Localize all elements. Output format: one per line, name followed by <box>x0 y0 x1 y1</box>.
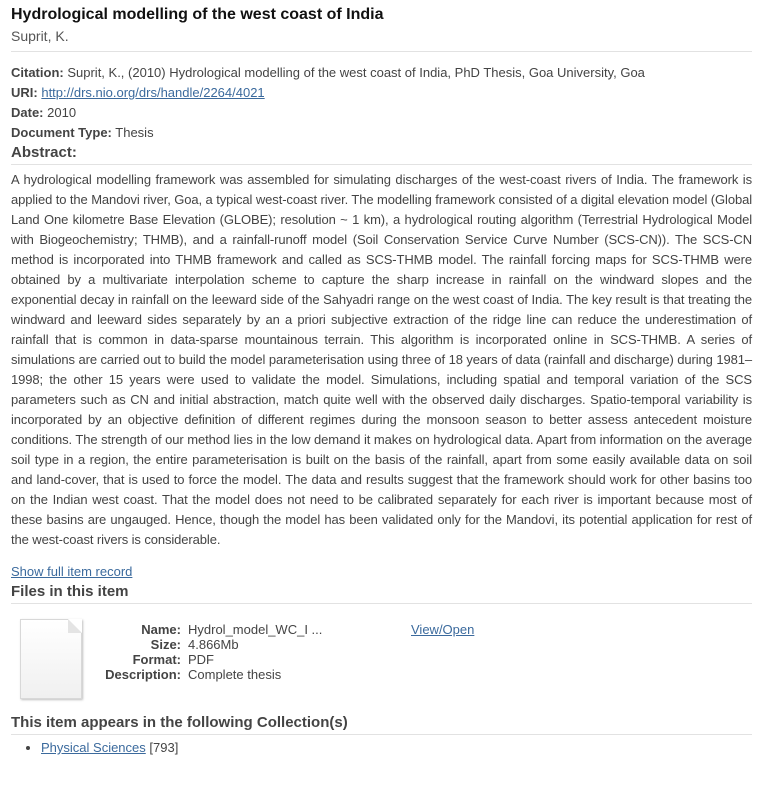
full-record-row <box>11 562 752 582</box>
file-name-row <box>91 622 322 637</box>
doctype-row <box>11 123 752 143</box>
doctype-value: Thesis <box>115 125 154 140</box>
file-size-row <box>91 637 322 652</box>
file-format-row <box>91 652 322 667</box>
file-description-value: Complete thesis <box>188 667 282 682</box>
item-view <box>11 0 752 758</box>
file-name-value: Hydrol_model_WC_I ... <box>188 622 323 637</box>
file-size-label: Size: <box>150 637 181 652</box>
date-label: Date: <box>11 105 44 120</box>
file-description-row <box>91 667 322 682</box>
uri-row <box>11 83 752 103</box>
uri-label: URI: <box>11 85 38 100</box>
metadata-list <box>11 63 752 143</box>
collection-link[interactable]: Physical Sciences <box>41 740 146 755</box>
collection-count: [793] <box>149 740 179 755</box>
view-open-link[interactable]: View/Open <box>411 622 475 637</box>
page-title: Hydrological modelling of the west coast of India <box>11 6 384 23</box>
abstract-heading: Abstract: <box>11 144 77 161</box>
divider <box>11 164 752 165</box>
collections-heading: This item appears in the following Collection(s) <box>11 714 348 731</box>
file-metadata <box>91 622 322 682</box>
divider <box>11 51 752 52</box>
file-item <box>11 613 752 713</box>
list-item <box>41 738 752 758</box>
item-author: Suprit, K. <box>11 28 69 44</box>
file-format-label: Format: <box>132 652 181 667</box>
file-description-label: Description: <box>105 667 181 682</box>
divider <box>11 603 752 604</box>
document-icon[interactable] <box>20 619 82 699</box>
citation-value: Suprit, K., (2010) Hydrological modelling of the west coast of India, PhD Thesis, Goa University, Goa <box>67 65 645 80</box>
uri-link[interactable]: http://drs.nio.org/drs/handle/2264/4021 <box>41 85 265 100</box>
divider <box>11 734 752 735</box>
citation-row <box>11 63 752 83</box>
citation-label: Citation: <box>11 65 64 80</box>
abstract-text: A hydrological modelling framework was assembled for simulating discharges of the west-coast rivers of India. The framework is applied to the Mandovi river, Goa, a typical west-coast river. The modelling framework consisted of a digital elevation model (Global Land One kilometre Base Elevation (GLOBE); resolution ~ 1 km), a hydrological routing algorithm (Terrestrial Hydrological Model with Biogeochemistry; THMB), and a rainfall-runoff model (Soil Conservation Service Curve Number (SCS-CN)). The SCS-CN method is incorporated into THMB framework and called as SCS-THMB model. The rainfall forcing maps for SCS-THMB were obtained by a multivariate interpolation scheme to capture the sharp increase in rainfall on the windward slopes and the exponential decay in rainfall on the leeward side of the Sahyadri range on the west coast of India. The key result is that treating the windward and leeward sides separately by an a priori subjective extraction of the ridge line can reduce the underestimation of rainfall that is common in data-sparse mountainous terrain. This algorithm is incorporated online in SCS-THMB. A series of simulations are carried out to build the model parameterisation using three of 18 years of data (rainfall and discharge) during 1981–1998; the other 15 years were used to validate the model. Simulations, including spatial and temporal variation of the SCS parameters such as CN and initial abstraction, match quite well with the observed daily discharges. Spatio-temporal variability is incorporated by an objective definition of different regimes during the monsoon season to better assess antecedent moisture conditions. The strength of our method lies in the low demand it makes on hydrological data. Apart from information on the average soil type in a region, the entire parameterisation is built on the basis of the rainfall, apart from some easily available data on soil and land-cover, that is used to force the model. The data and results suggest that the framework should work for other basins too on the Indian west coast. That the model does not need to be calibrated separately for each river is important because most of these basins are ungauged. Hence, though the model has been validated only for the Mandovi, its potential application for rest of the west-coast rivers is considerable. <box>11 172 752 547</box>
date-row <box>11 103 752 123</box>
collections-list <box>11 738 752 758</box>
date-value: 2010 <box>47 105 77 120</box>
show-full-record-link[interactable]: Show full item record <box>11 564 133 579</box>
file-size-value: 4.866Mb <box>188 637 239 652</box>
doctype-label: Document Type: <box>11 125 112 140</box>
file-format-value: PDF <box>188 652 214 667</box>
files-heading: Files in this item <box>11 583 129 600</box>
file-name-label: Name: <box>141 622 181 637</box>
